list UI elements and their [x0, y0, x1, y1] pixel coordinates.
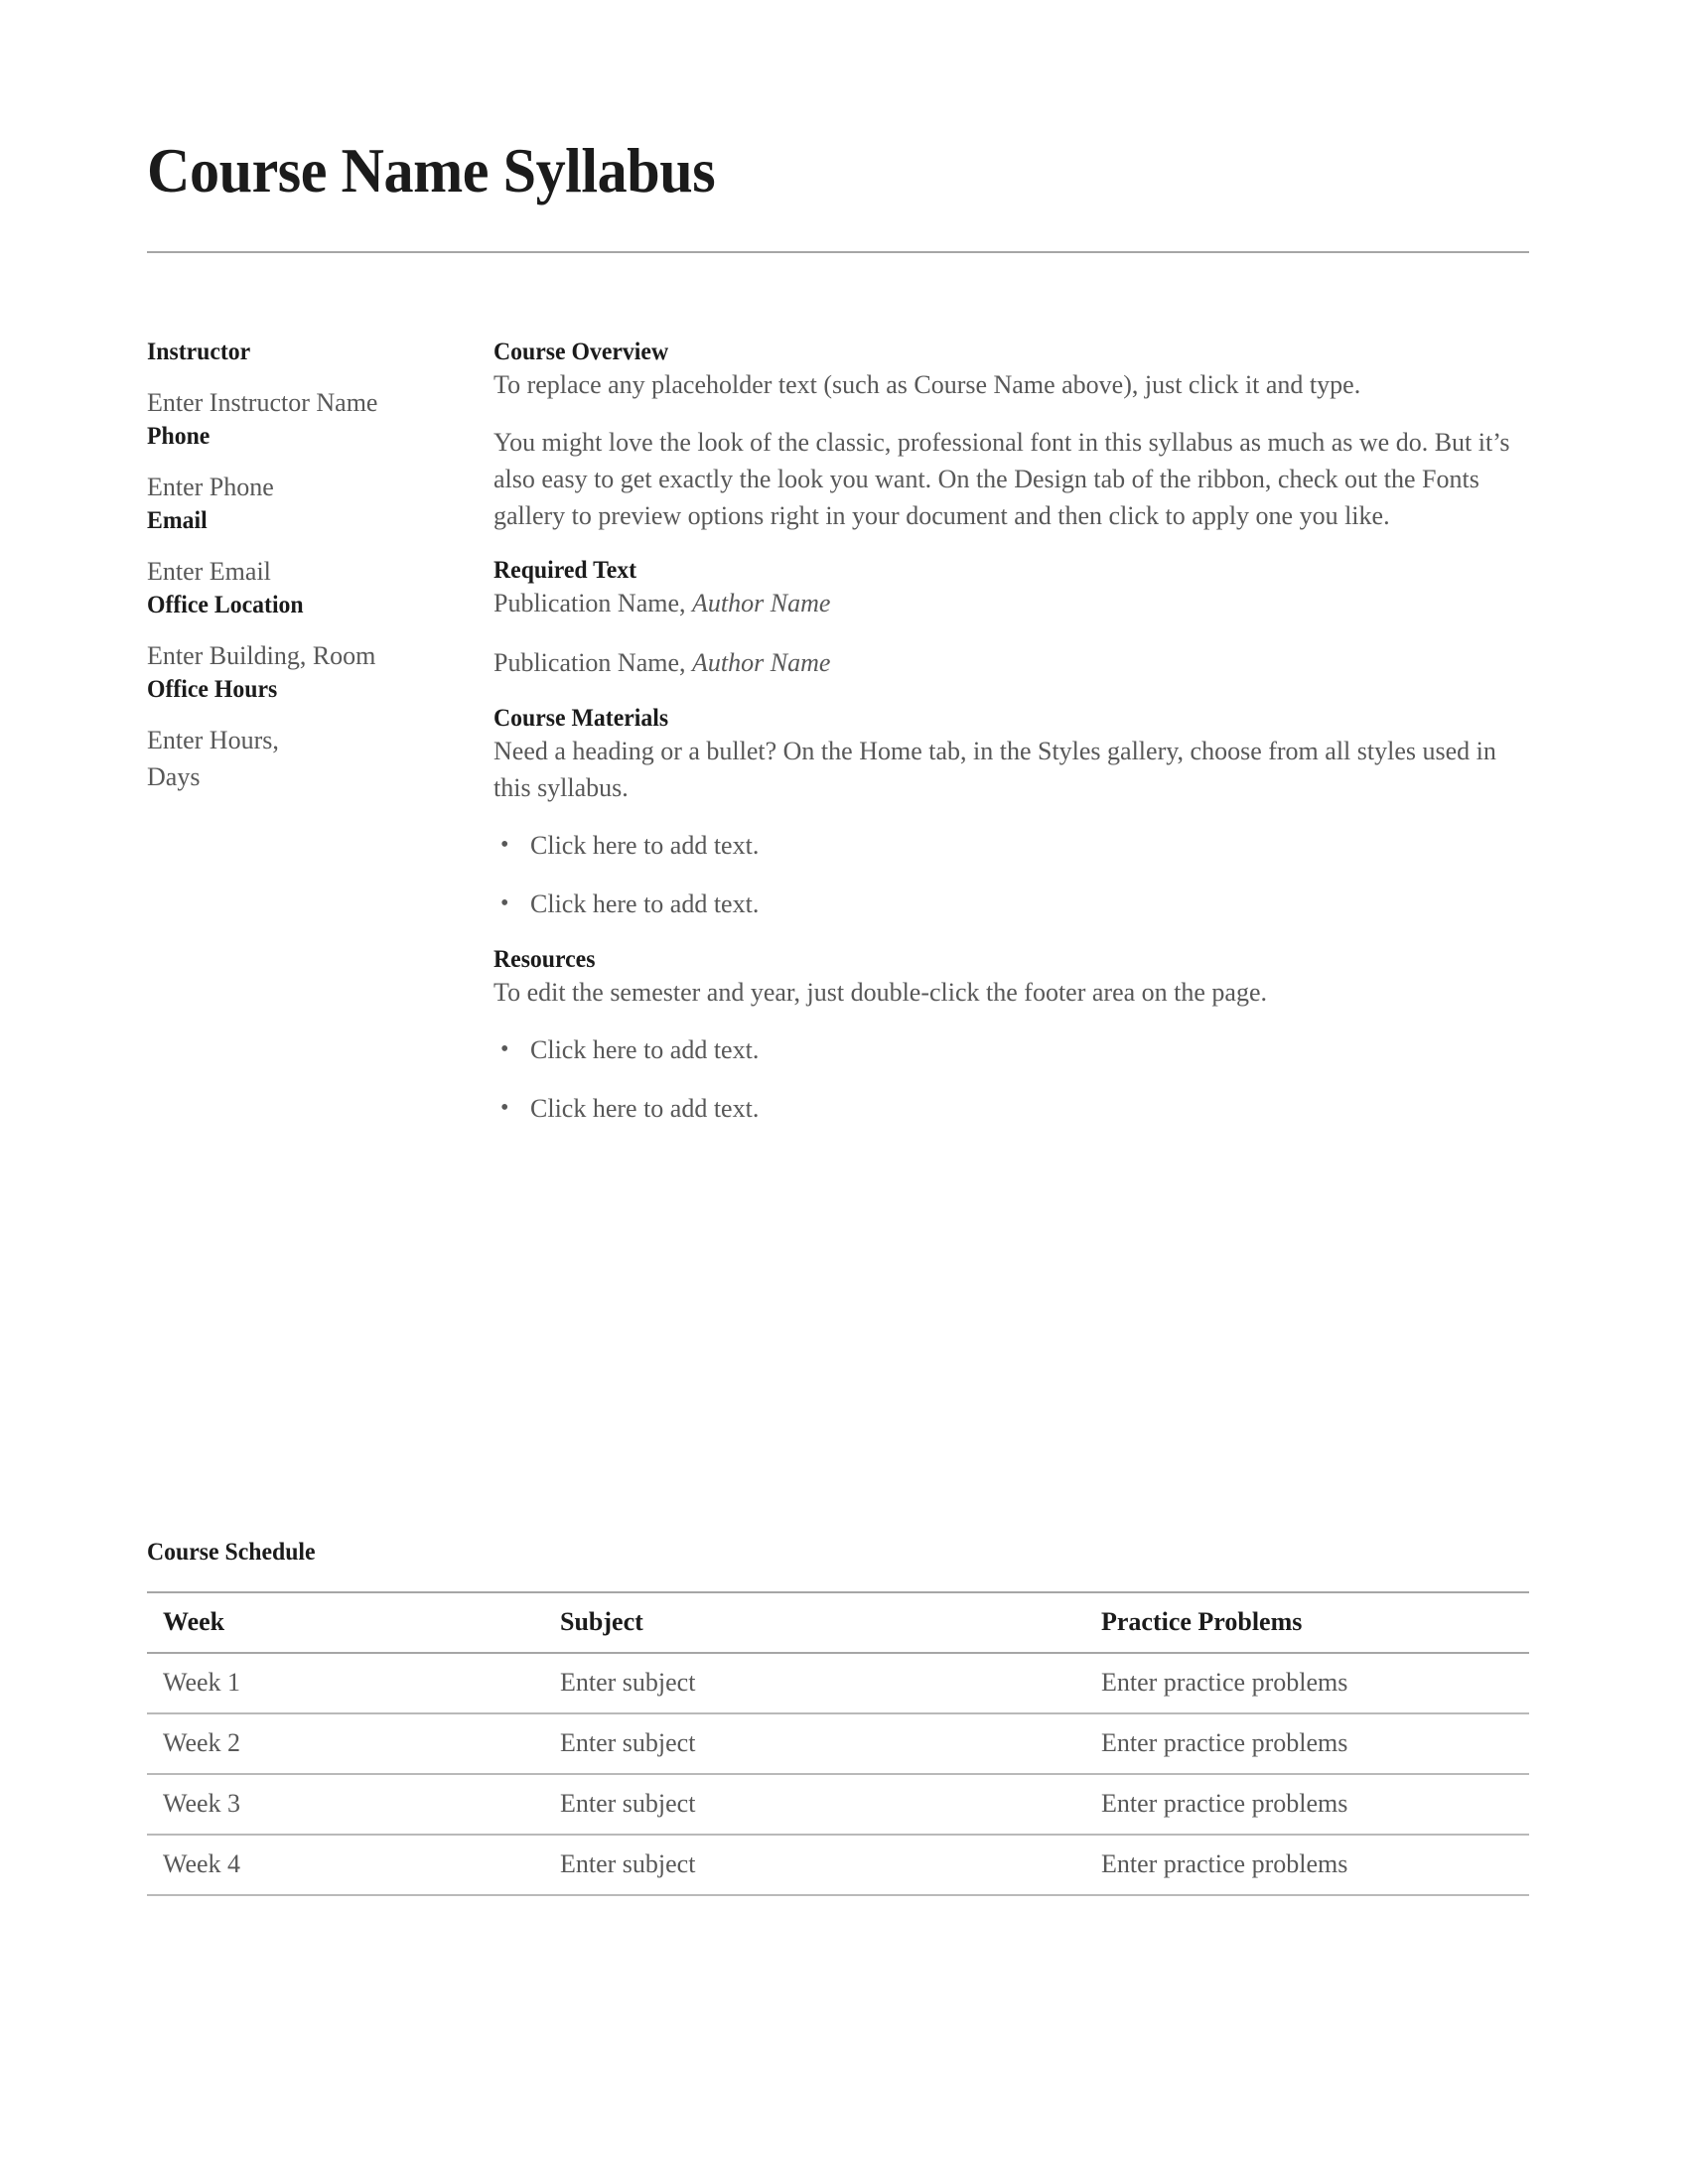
cell-subject[interactable]: Enter subject: [544, 1713, 1085, 1774]
field-instructor-value[interactable]: Enter Instructor Name: [147, 388, 378, 417]
course-overview-paragraph-1[interactable]: To replace any placeholder text (such as Course Name above), just click it and type.: [493, 370, 1361, 399]
publication-name: Publication Name,: [493, 588, 686, 617]
table-row[interactable]: [147, 1774, 1529, 1835]
field-office-hours-value-line2: Days: [147, 761, 201, 791]
required-text-heading: Required Text: [493, 556, 637, 584]
title-divider: [147, 251, 1529, 253]
bullet-icon: •: [500, 890, 509, 917]
table-row[interactable]: [147, 1713, 1529, 1774]
course-schedule-table: [147, 1591, 1529, 1896]
resources-paragraph[interactable]: To edit the semester and year, just double-click the footer area on the page.: [493, 978, 1267, 1008]
list-item-label: Click here to add text.: [530, 1093, 760, 1123]
publication-name: Publication Name,: [493, 647, 686, 677]
list-item[interactable]: [493, 1032, 1529, 1069]
course-materials-bullet-list: [493, 828, 1529, 923]
field-instructor-label: Instructor: [147, 339, 251, 365]
cell-week[interactable]: Week 3: [147, 1774, 544, 1835]
cell-subject[interactable]: Enter subject: [544, 1835, 1085, 1895]
course-overview-heading: Course Overview: [493, 339, 669, 365]
field-office-location-value[interactable]: Enter Building, Room: [147, 640, 376, 670]
resources-heading: Resources: [493, 946, 596, 974]
field-office-hours-value[interactable]: [147, 723, 395, 796]
list-item[interactable]: [493, 1091, 1529, 1128]
instructor-info-column: [147, 338, 395, 795]
list-item-label: Click here to add text.: [530, 1034, 760, 1064]
table-row[interactable]: [147, 1653, 1529, 1713]
field-office-hours-value-line1: Enter Hours,: [147, 725, 279, 754]
list-item[interactable]: [493, 887, 1529, 923]
cell-practice-problems[interactable]: Enter practice problems: [1085, 1653, 1529, 1713]
field-office-location-label: Office Location: [147, 591, 304, 618]
bullet-icon: •: [500, 1035, 509, 1062]
section-course-materials: [493, 704, 1529, 923]
table-body: [147, 1653, 1529, 1895]
required-text-entry[interactable]: [493, 645, 1529, 682]
table-row[interactable]: [147, 1835, 1529, 1895]
list-item-label: Click here to add text.: [530, 831, 760, 861]
cell-week[interactable]: Week 2: [147, 1713, 544, 1774]
field-email-label: Email: [147, 506, 208, 534]
field-instructor: [147, 338, 395, 422]
cell-week[interactable]: Week 1: [147, 1653, 544, 1713]
page-title-area: [147, 137, 1527, 204]
field-office-hours: [147, 675, 395, 796]
course-materials-paragraph[interactable]: Need a heading or a bullet? On the Home tab, in the Styles gallery, choose from all styles used in this syllabus.: [493, 737, 1496, 803]
section-resources: [493, 945, 1529, 1128]
course-materials-heading: Course Materials: [493, 705, 669, 733]
table-header: [147, 1592, 1529, 1653]
author-name: Author Name: [692, 647, 831, 677]
cell-subject[interactable]: Enter subject: [544, 1653, 1085, 1713]
course-overview-paragraph-2[interactable]: You might love the look of the classic, professional font in this syllabus as much as we do. But it’s also easy to get exactly the look you want. On the Design tab of the ribbon, check out the Fonts gallery to preview options right in your document and then click to apply one you like.: [493, 427, 1510, 530]
page-title: Course Name Syllabus: [147, 135, 716, 205]
author-name: Author Name: [692, 588, 831, 617]
field-phone: [147, 422, 395, 506]
field-email-value[interactable]: Enter Email: [147, 556, 271, 586]
field-phone-label: Phone: [147, 422, 211, 450]
course-schedule-section: [147, 1539, 1529, 1896]
column-header-practice-problems: Practice Problems: [1085, 1592, 1529, 1653]
main-content-column: [493, 338, 1529, 1150]
cell-practice-problems[interactable]: Enter practice problems: [1085, 1713, 1529, 1774]
field-office-hours-label: Office Hours: [147, 675, 278, 703]
section-required-text: [493, 556, 1529, 682]
column-header-subject: Subject: [544, 1592, 1085, 1653]
list-item[interactable]: [493, 828, 1529, 865]
resources-bullet-list: [493, 1032, 1529, 1128]
field-email: [147, 506, 395, 591]
cell-subject[interactable]: Enter subject: [544, 1774, 1085, 1835]
field-office-location: [147, 591, 395, 675]
cell-practice-problems[interactable]: Enter practice problems: [1085, 1774, 1529, 1835]
list-item-label: Click here to add text.: [530, 889, 760, 919]
table-header-row: [147, 1592, 1529, 1653]
cell-week[interactable]: Week 4: [147, 1835, 544, 1895]
course-schedule-heading: Course Schedule: [147, 1539, 316, 1566]
cell-practice-problems[interactable]: Enter practice problems: [1085, 1835, 1529, 1895]
bullet-icon: •: [500, 1094, 509, 1121]
column-header-week: Week: [147, 1592, 544, 1653]
bullet-icon: •: [500, 832, 509, 859]
section-course-overview: [493, 338, 1529, 535]
required-text-entry[interactable]: [493, 586, 1529, 622]
field-phone-value[interactable]: Enter Phone: [147, 472, 274, 501]
